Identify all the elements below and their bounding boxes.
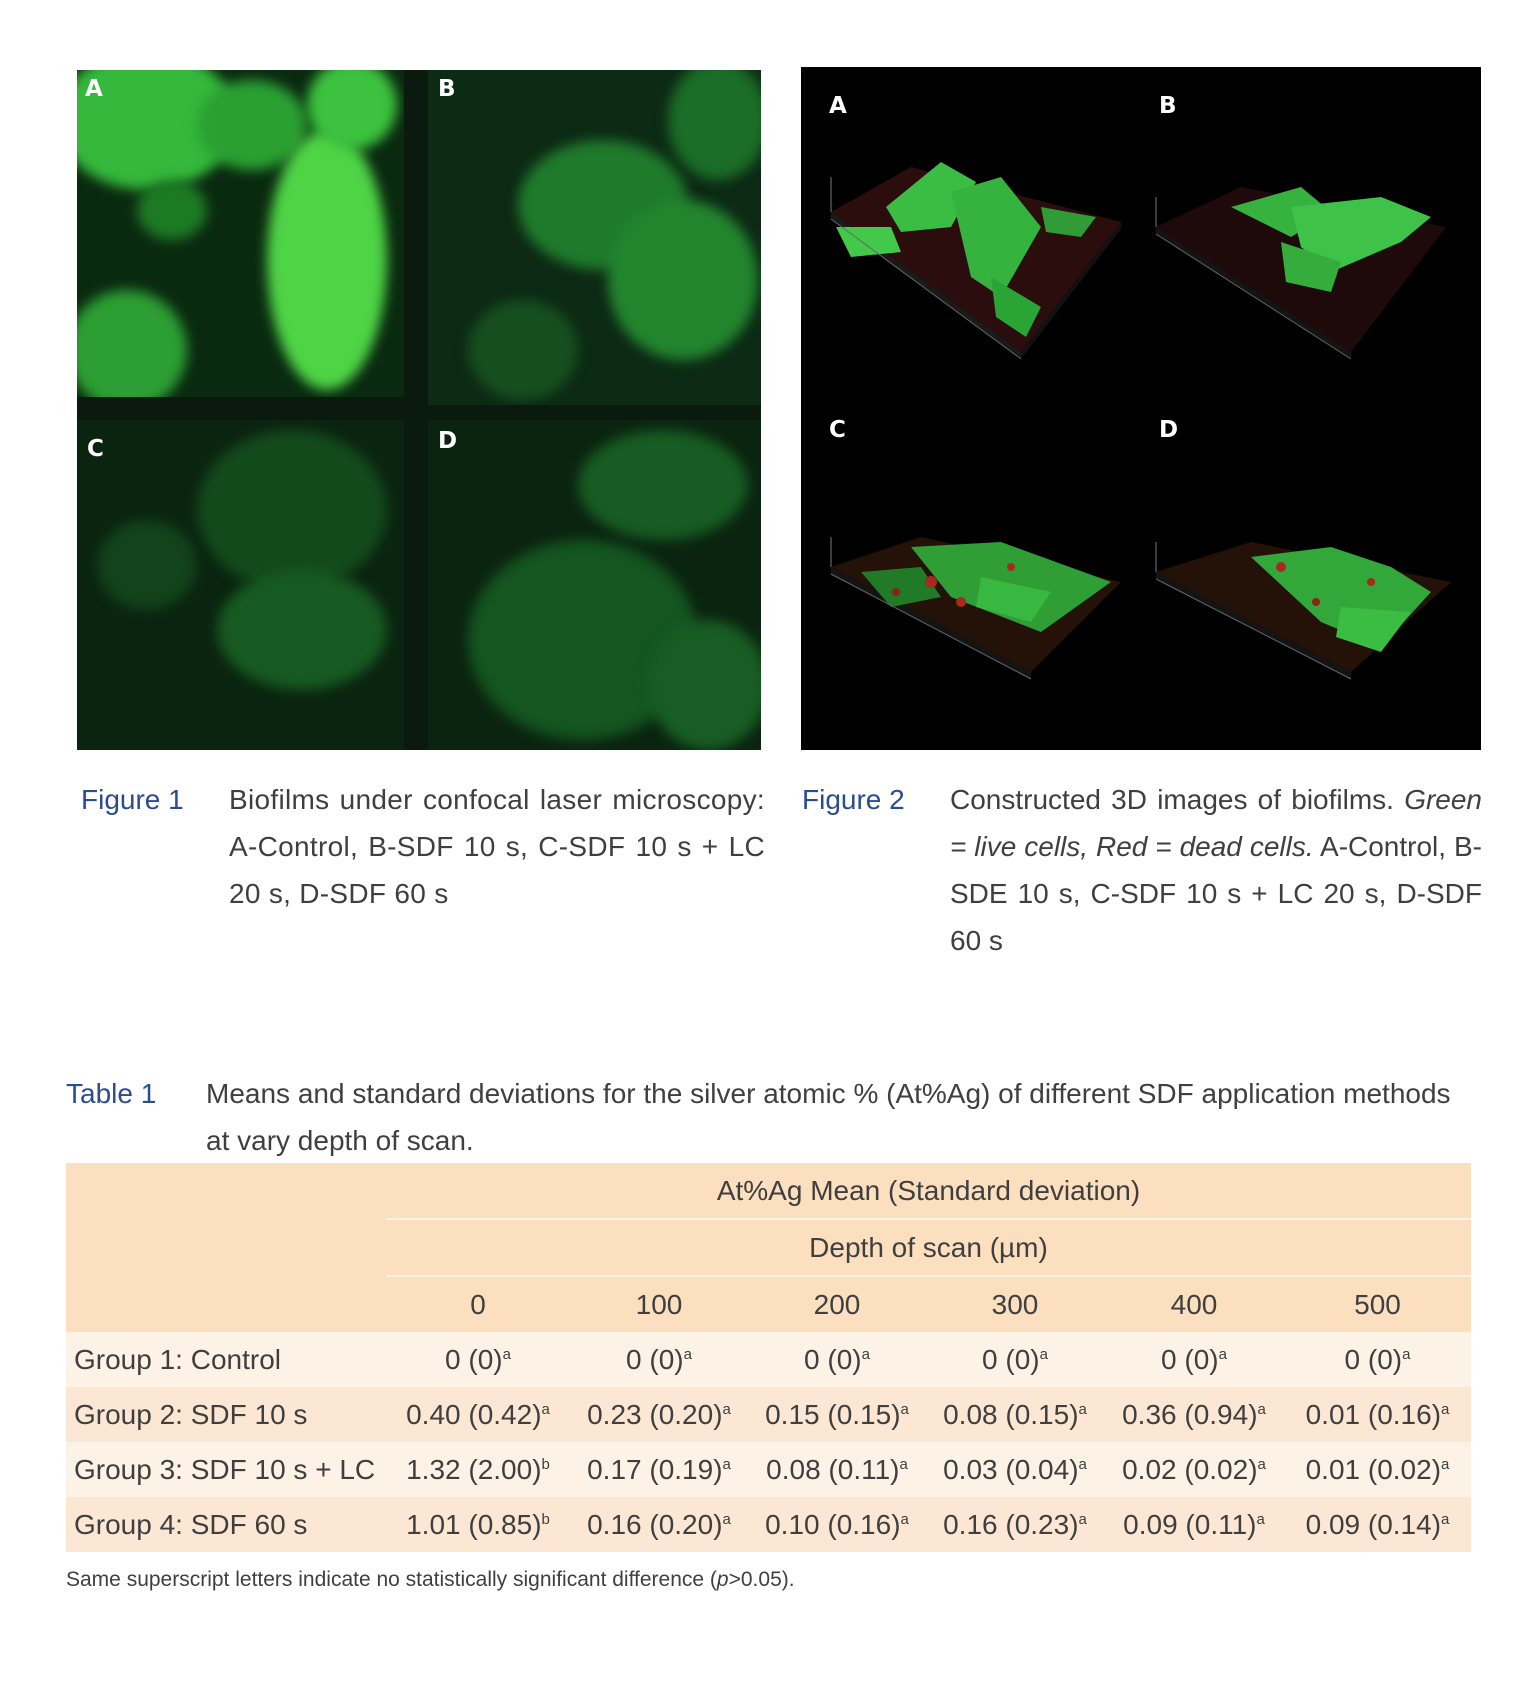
figure-2-panel-a [801,67,1141,407]
table-cell: 0.16 $(0.23)^a$ [926,1497,1104,1552]
figure-1-panel-a [77,70,404,397]
figure-2-panel-d [1131,407,1471,747]
table-header-main: At%Ag Mean (Standard deviation) [386,1163,1471,1219]
figure-1-caption-text: Biofilms under confocal laser microscopy: A-Control, B-SDF 10 s, C-SDF 10 s + LC 20 s, D-SDF 60 s [229,784,765,909]
figure-2-label: Figure 2 [802,784,905,815]
table-cell: 0.01 $(0.16)^a$ [1284,1387,1471,1442]
panel-letter-d: D [438,428,458,454]
table-cell: 0.08 $(0.11)^a$ [748,1442,926,1497]
panel-letter-a: A [829,93,847,119]
figure-1-label: Figure 1 [81,784,184,815]
table-cell: 0 $(0)^a$ [1104,1332,1284,1387]
table-1-caption-text: Means and standard deviations for the silver atomic % (At%Ag) of different SDF application methods at vary depth of scan. [206,1078,1451,1156]
depth-header: 200 [748,1276,926,1332]
data-table [66,1163,1471,1552]
figure-1-panel-b [428,70,761,405]
table-cell: 0 $(0)^a$ [570,1332,748,1387]
figure-1-panel-d [428,420,761,750]
panel-letter-b: B [1159,93,1177,119]
table-cell: 0.40 $(0.42)^a$ [386,1387,570,1442]
figure-1-panel-c [77,420,404,750]
table-corner-cell [66,1163,386,1332]
table-cell: 0.01 $(0.02)^a$ [1284,1442,1471,1497]
figure-2-caption-legend: Green = live cells, Red = dead cells. [950,784,1483,862]
table-cell: 0 $(0)^a$ [926,1332,1104,1387]
table-cell: 0.17 $(0.19)^a$ [570,1442,748,1497]
row-label: Group 1: Control [66,1332,386,1387]
table-cell: 0.09 $(0.11)^a$ [1104,1497,1284,1552]
depth-header: 0 [386,1276,570,1332]
table-row [66,1332,1471,1387]
3d-render-a [801,67,1141,407]
3d-render-d [1131,407,1471,747]
table-cell: 1.32 $(2.00)^b$ [386,1442,570,1497]
figure-2-panel-c [801,407,1141,747]
table-cell: 0.09 $(0.14)^a$ [1284,1497,1471,1552]
depth-header: 100 [570,1276,748,1332]
panel-letter-c: C [829,417,846,443]
row-label: Group 3: SDF 10 s + LC [66,1442,386,1497]
panel-letter-c: C [87,436,104,462]
3d-render-c [801,407,1141,747]
panel-letter-b: B [438,76,456,102]
figure-2-caption-rest: A-Control, B-SDE 10 s, C-SDF 10 s + LC 20 s, D-SDF 60 s [950,831,1482,956]
table-cell: 0.08 $(0.15)^a$ [926,1387,1104,1442]
table-cell: 0.02 $(0.02)^a$ [1104,1442,1284,1497]
depth-header: 300 [926,1276,1104,1332]
figure-2-caption-line1: Constructed 3D images of biofilms. [950,784,1394,815]
table-cell: 0.23 $(0.20)^a$ [570,1387,748,1442]
table-cell: 0.10 $(0.16)^a$ [748,1497,926,1552]
3d-render-b [1131,67,1471,407]
row-label: Group 2: SDF 10 s [66,1387,386,1442]
table-cell: 0 $(0)^a$ [386,1332,570,1387]
figure-2-caption-text [950,776,1482,964]
table-cell: 0.03 $(0.04)^a$ [926,1442,1104,1497]
table-cell: 0.15 $(0.15)^a$ [748,1387,926,1442]
table-row [66,1387,1471,1442]
depth-header: 400 [1104,1276,1284,1332]
table-cell: 1.01 $(0.85)^b$ [386,1497,570,1552]
table-footnote: Same superscript letters indicate no statistically significant difference (p>0.05). [66,1568,795,1591]
table-row [66,1497,1471,1552]
table-cell: 0 $(0)^a$ [1284,1332,1471,1387]
table-1-label: Table 1 [66,1078,157,1109]
depth-header: 500 [1284,1276,1471,1332]
figure-2-image [801,67,1481,750]
row-label: Group 4: SDF 60 s [66,1497,386,1552]
figure-2-panel-b [1131,67,1471,407]
table-cell: 0 $(0)^a$ [748,1332,926,1387]
panel-letter-a: A [85,76,103,102]
figure-1-image [77,70,761,750]
table-header-sub: Depth of scan (µm) [386,1219,1471,1276]
panel-letter-d: D [1159,417,1179,443]
table-cell: 0.16 $(0.20)^a$ [570,1497,748,1552]
table-row [66,1442,1471,1497]
table-cell: 0.36 $(0.94)^a$ [1104,1387,1284,1442]
